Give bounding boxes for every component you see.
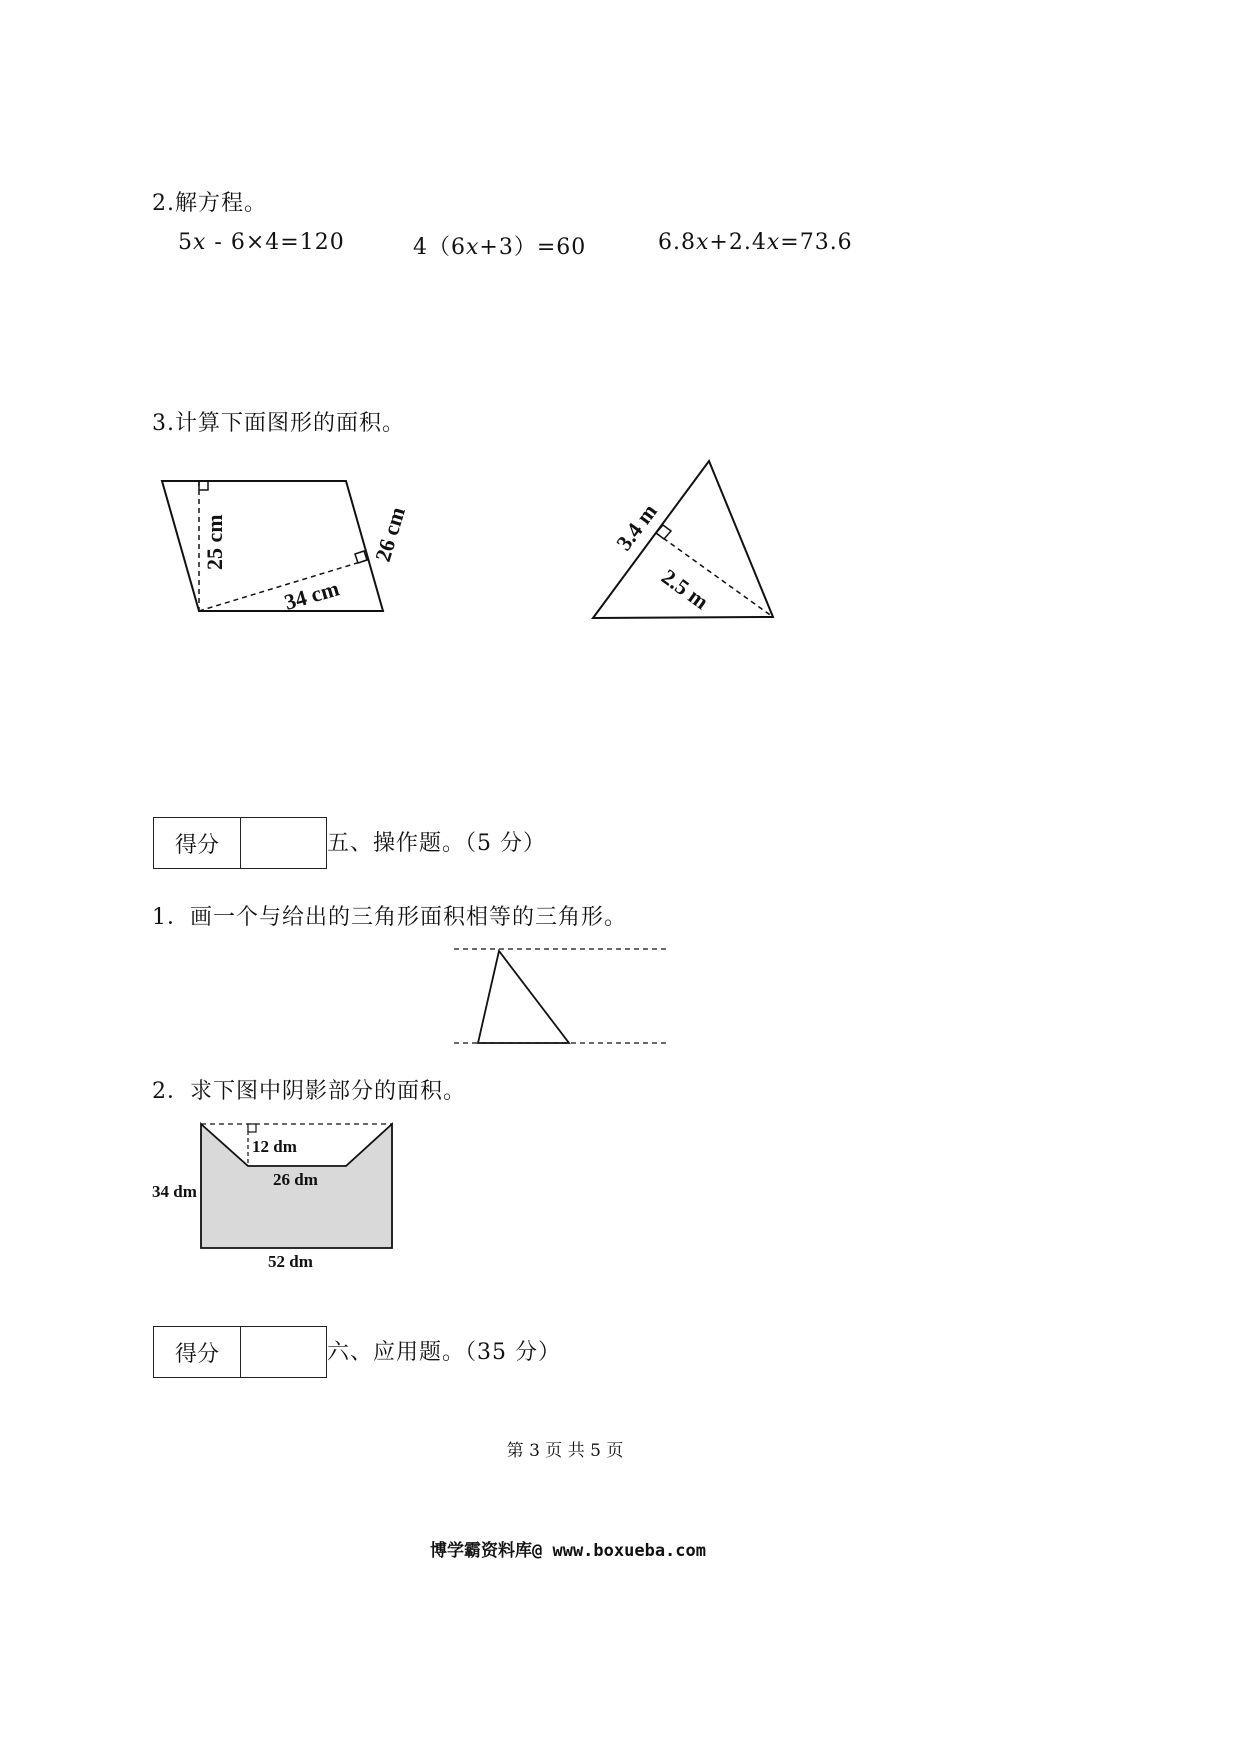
section5-title: 五、操作题。（5 分） — [327, 831, 546, 856]
parallelogram-diag-label: 34 cm — [281, 575, 342, 615]
watermark: 博学霸资料库@ www.boxueba.com — [430, 1541, 706, 1561]
score-blank[interactable] — [241, 1327, 326, 1377]
equation-3: 6.8x+2.4x=73.6 — [658, 230, 853, 255]
score-label: 得分 — [154, 818, 241, 868]
top-height-label: 12 dm — [252, 1137, 297, 1156]
equation-1: 5x - 6×4=120 — [178, 230, 345, 255]
page-number: 第 3 页 共 5 页 — [506, 1441, 624, 1461]
bottom-width-label: 52 dm — [268, 1252, 313, 1271]
section5-q1: 1．画一个与给出的三角形面积相等的三角形。 — [152, 905, 627, 930]
triangle-height-label: 2.5 m — [657, 563, 714, 615]
section5-q2: 2．求下图中阴影部分的面积。 — [152, 1079, 466, 1104]
inner-width-label: 26 dm — [273, 1170, 318, 1189]
left-height-label: 34 dm — [152, 1182, 197, 1201]
parallelogram-height-label: 25 cm — [202, 514, 227, 570]
score-box-6 — [153, 1326, 327, 1378]
q2-title: 2.解方程。 — [152, 191, 267, 216]
equation-2: 4（6x+3）=60 — [413, 235, 587, 260]
score-label: 得分 — [154, 1327, 241, 1377]
triangle-side-label: 3.4 m — [611, 498, 662, 556]
right-angle-mark — [248, 1124, 256, 1132]
parallelogram-side-label: 26 cm — [369, 503, 411, 565]
section6-title: 六、应用题。（35 分） — [327, 1340, 561, 1365]
q3-title: 3.计算下面图形的面积。 — [152, 411, 405, 436]
